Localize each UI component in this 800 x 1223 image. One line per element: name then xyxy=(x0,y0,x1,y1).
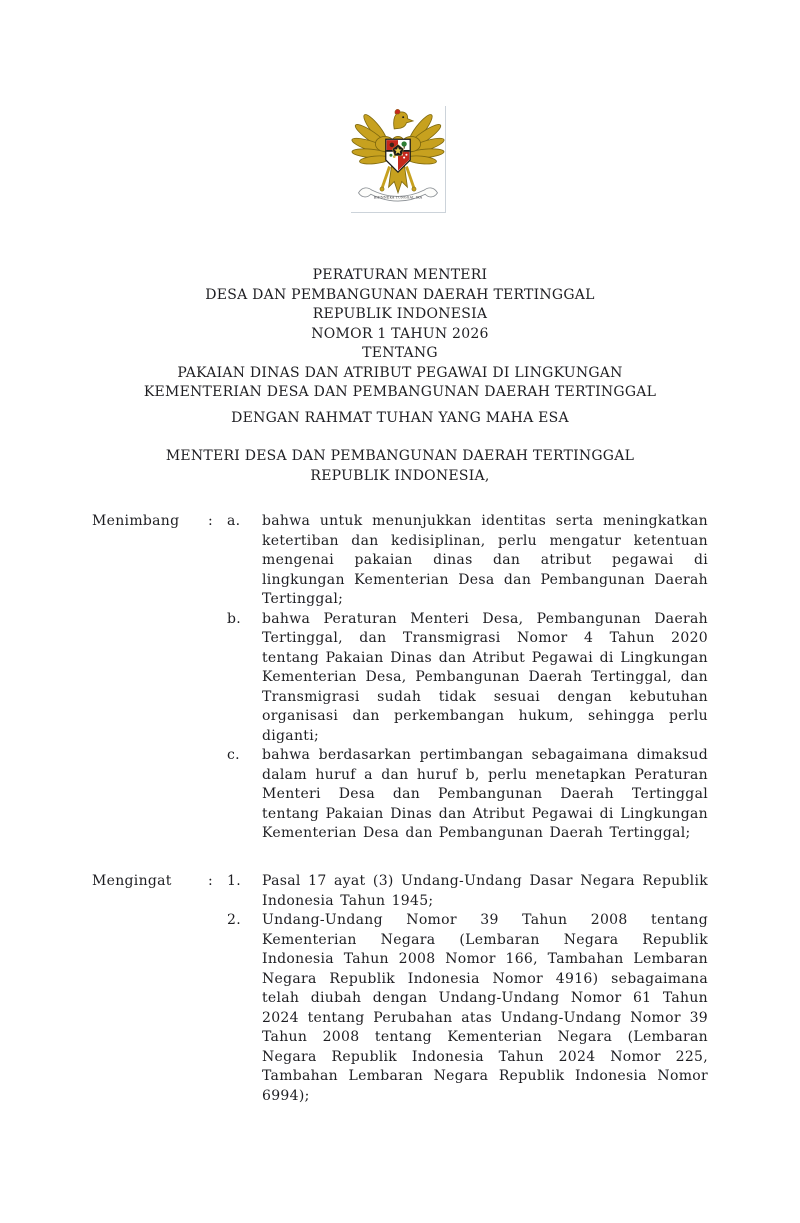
regulation-title-line: TENTANG xyxy=(362,345,438,361)
considerations-colon: : xyxy=(208,513,214,529)
issuing-authority-line: REPUBLIK INDONESIA, xyxy=(310,467,490,484)
considerations-label: Menimbang xyxy=(92,513,180,529)
regulation-title-line: PAKAIAN DINAS DAN ATRIBUT PEGAWAI DI LINGKUNGAN xyxy=(177,364,623,381)
consideration-item xyxy=(227,512,708,610)
item-marker: 1. xyxy=(227,873,241,889)
consideration-item xyxy=(227,610,708,747)
legal-basis-item xyxy=(227,872,708,911)
item-text: bahwa untuk menunjukkan identitas serta meningkatkan ketertiban dan kedisiplinan, perlu mengatur ketentuan mengenai pakaian dinas dan atribut pegawai di lingkungan Kementerian Desa dan Pembangunan Daerah Tertinggal; xyxy=(262,513,708,607)
regulation-title-line: REPUBLIK INDONESIA xyxy=(312,306,488,322)
issuing-authority xyxy=(0,447,800,486)
garuda-pancasila-icon xyxy=(351,106,445,212)
legal-basis-label: Mengingat xyxy=(92,873,172,889)
regulation-title xyxy=(0,266,800,403)
item-marker: b. xyxy=(227,610,242,627)
regulation-title-line: PERATURAN MENTERI xyxy=(312,267,488,283)
item-text: Pasal 17 ayat (3) Undang-Undang Dasar Negara Republik Indonesia Tahun 1945; xyxy=(262,873,708,909)
garuda-pancasila-emblem xyxy=(351,106,446,213)
considerations-items xyxy=(227,512,708,844)
regulation-title-line: NOMOR 1 TAHUN 2026 xyxy=(311,325,489,342)
legal-basis-items xyxy=(227,872,708,1106)
item-marker: c. xyxy=(227,747,240,763)
invocation-line: DENGAN RAHMAT TUHAN YANG MAHA ESA xyxy=(231,410,569,426)
item-text: bahwa berdasarkan pertimbangan sebagaimana dimaksud dalam huruf a dan huruf b, perlu menetapkan Peraturan Menteri Desa dan Pembangunan Daerah Tertinggal tentang Pakaian Dinas dan Atribut Pegawai di Lingkungan Kementerian Desa dan Pembangunan Daerah Tertinggal; xyxy=(262,747,708,841)
consideration-item xyxy=(227,746,708,844)
legal-basis-item xyxy=(227,911,708,1106)
issuing-authority-line: MENTERI DESA DAN PEMBANGUNAN DAERAH TERTINGGAL xyxy=(165,448,635,464)
considerations-section xyxy=(92,512,708,844)
regulation-title-line: DESA DAN PEMBANGUNAN DAERAH TERTINGGAL xyxy=(205,286,595,303)
item-text: Undang-Undang Nomor 39 Tahun 2008 tentang Kementerian Negara (Lembaran Negara Republik Indonesia Tahun 2008 Nomor 166, Tambahan Lembaran Negara Republik Indonesia Nomor 4916) sebagaimana telah diubah dengan Undang-Undang Nomor 61 Tahun 2024 tentang Perubahan atas Undang-Undang Nomor 39 Tahun 2008 tentang Kementerian Negara (Lembaran Negara Republik Indonesia Tahun 2024 Nomor 225, Tambahan Lembaran Negara Republik Indonesia Nomor 6994); xyxy=(262,912,708,1104)
item-marker: 2. xyxy=(227,912,241,928)
legal-basis-colon: : xyxy=(208,873,214,889)
item-marker: a. xyxy=(227,513,241,529)
regulation-title-line: KEMENTERIAN DESA DAN PEMBANGUNAN DAERAH TERTINGGAL xyxy=(143,384,657,400)
emblem-motto: BHINNEKA TUNGGAL IKA xyxy=(373,195,423,200)
item-text: bahwa Peraturan Menteri Desa, Pembangunan Daerah Tertinggal, dan Transmigrasi Nomor 4 Tahun 2020 tentang Pakaian Dinas dan Atribut Pegawai di Lingkungan Kementerian Desa, Pembangunan Daerah Tertinggal, dan Transmigrasi sudah tidak sesuai dengan kebutuhan organisasi dan perkembangan hukum, sehingga perlu diganti; xyxy=(262,610,708,744)
legal-basis-section xyxy=(92,872,708,1106)
